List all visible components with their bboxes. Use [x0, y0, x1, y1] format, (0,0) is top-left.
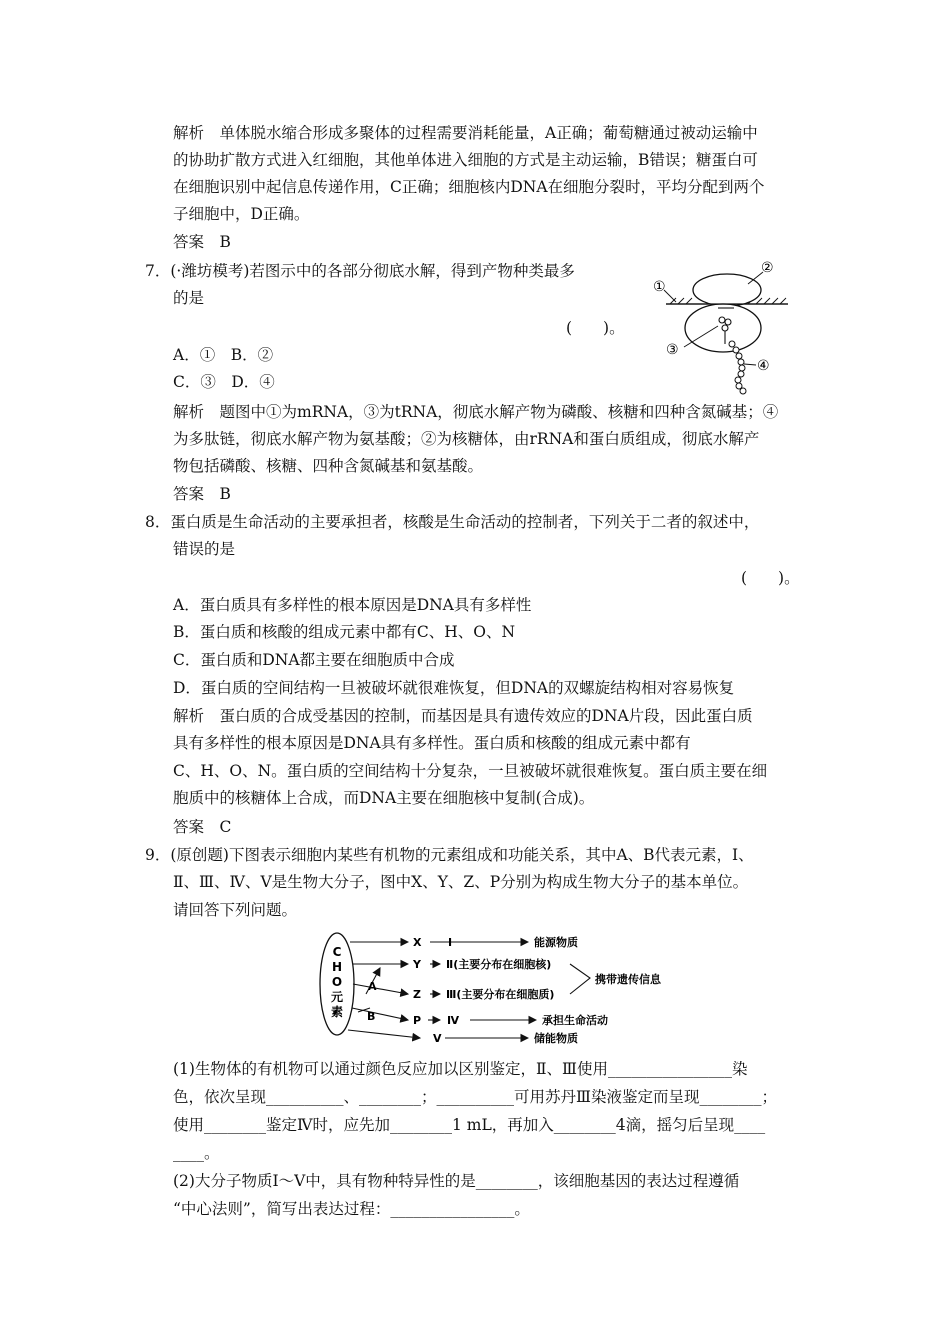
- q8-answer-blank: ( )。: [741, 569, 800, 587]
- q9-sub1-line-1: (1)生物体的有机物可以通过颜色反应加以区别鉴定，Ⅱ、Ⅲ使用________________染: [173, 1060, 748, 1078]
- q6-analysis-line-2: 的协助扩散方式进入红细胞，其他单体进入细胞的方式是主动运输，B错误；糖蛋白可: [173, 151, 758, 169]
- q7-stem-line-2: 的是: [173, 289, 205, 307]
- unit-z: Z: [413, 988, 421, 1001]
- element-o: O: [331, 975, 343, 989]
- q6-analysis-line-4: 子细胞中，D正确。: [173, 205, 310, 223]
- q8-option-a: A．蛋白质具有多样性的根本原因是DNA具有多样性: [173, 596, 532, 614]
- q8-option-d: D．蛋白质的空间结构一旦被破坏就很难恢复，但DNA的双螺旋结构相对容易恢复: [173, 679, 735, 697]
- q7-analysis-line-3: 物包括磷酸、核糖、四种含氮碱基和氨基酸。: [173, 457, 484, 475]
- q9-sub2-line-1: (2)大分子物质Ⅰ～Ⅴ中，具有物种特异性的是________，该细胞基因的表达过程遵循: [173, 1172, 740, 1190]
- macro-4: Ⅳ: [447, 1014, 460, 1027]
- func-genetic-info: 携带遗传信息: [595, 973, 661, 986]
- organic-molecule-diagram: [310, 928, 700, 1053]
- figure-label-1: ①: [653, 279, 666, 295]
- element-h: H: [331, 960, 343, 974]
- macro-2: Ⅱ(主要分布在细胞核): [446, 958, 552, 971]
- ribosome-translation-figure: [648, 260, 798, 410]
- q7-answer-blank: ( )。: [566, 319, 625, 337]
- func-storage: 储能物质: [534, 1032, 578, 1045]
- macro-5: Ⅴ: [433, 1032, 442, 1045]
- figure-label-3: ③: [666, 342, 679, 358]
- q7-analysis-line-1: 解析 题图中①为mRNA，③为tRNA，彻底水解产物为磷酸、核糖和四种含氮碱基；④: [173, 403, 779, 421]
- element-su: 素: [330, 1005, 344, 1019]
- element-c: C: [332, 945, 342, 959]
- q9-sub1-line-2: 色，依次呈现__________、________；__________可用苏丹Ⅲ染液鉴定而呈现________；: [173, 1088, 777, 1106]
- q8-analysis-line-4: 胞质中的核糖体上合成，而DNA主要在细胞核中复制(合成)。: [173, 789, 595, 807]
- figure-label-4: ④: [757, 358, 770, 374]
- func-energy: 能源物质: [534, 936, 578, 949]
- element-a: A: [368, 980, 377, 993]
- q9-sub2-line-2: “中心法则”，简写出表达过程：________________。: [173, 1200, 530, 1218]
- q8-analysis-line-3: C、H、O、N。蛋白质的空间结构十分复杂，一旦被破坏就很难恢复。蛋白质主要在细: [173, 762, 768, 780]
- unit-x: X: [413, 936, 422, 949]
- q8-answer: 答案 C: [173, 818, 232, 836]
- unit-p: P: [413, 1014, 422, 1027]
- element-b: B: [367, 1010, 376, 1023]
- element-yuan: 元: [330, 990, 344, 1004]
- q9-stem-line-1: 9．(原创题)下图表示细胞内某些有机物的元素组成和功能关系，其中A、B代表元素，Ⅰ、: [145, 846, 754, 864]
- q8-analysis-line-1: 解析 蛋白质的合成受基因的控制，而基因是具有遗传效应的DNA片段，因此蛋白质: [173, 707, 753, 725]
- q9-stem-line-3: 请回答下列问题。: [173, 901, 298, 919]
- q7-stem-line-1: 7．(·潍坊模考)若图示中的各部分彻底水解，得到产物种类最多: [145, 262, 575, 280]
- q7-options-ab: A．① B．②: [173, 346, 274, 364]
- q8-stem-line-1: 8．蛋白质是生命活动的主要承担者，核酸是生命活动的控制者，下列关于二者的叙述中，: [145, 513, 760, 531]
- q8-option-b: B．蛋白质和核酸的组成元素中都有C、H、O、N: [173, 623, 516, 641]
- q8-option-c: C．蛋白质和DNA都主要在细胞质中合成: [173, 651, 455, 669]
- q9-sub1-line-4: ____。: [173, 1144, 220, 1162]
- q8-analysis-line-2: 具有多样性的根本原因是DNA具有多样性。蛋白质和核酸的组成元素中都有: [173, 734, 691, 752]
- q9-sub1-line-3: 使用________鉴定Ⅳ时，应先加________1 mL，再加入________4滴，摇匀后呈现____: [173, 1116, 766, 1134]
- func-life-activity: 承担生命活动: [542, 1014, 608, 1027]
- macro-3: Ⅲ(主要分布在细胞质): [446, 988, 555, 1001]
- q6-answer: 答案 B: [173, 233, 231, 251]
- q7-answer: 答案 B: [173, 485, 231, 503]
- q6-analysis-line-1: 解析 单体脱水缩合形成多聚体的过程需要消耗能量，A正确；葡萄糖通过被动运输中: [173, 124, 758, 142]
- q9-stem-line-2: Ⅱ、Ⅲ、Ⅳ、Ⅴ是生物大分子，图中X、Y、Z、P分别为构成生物大分子的基本单位。: [173, 873, 749, 891]
- q7-options-cd: C．③ D．④: [173, 373, 275, 391]
- unit-y: Y: [413, 958, 421, 971]
- macro-1: Ⅰ: [448, 936, 453, 949]
- q7-analysis-line-2: 为多肽链，彻底水解产物为氨基酸；②为核糖体，由rRNA和蛋白质组成，彻底水解产: [173, 430, 760, 448]
- q8-stem-line-2: 错误的是: [173, 540, 236, 558]
- figure-label-2: ②: [761, 260, 774, 276]
- q6-analysis-line-3: 在细胞识别中起信息传递作用，C正确；细胞核内DNA在细胞分裂时，平均分配到两个: [173, 178, 765, 196]
